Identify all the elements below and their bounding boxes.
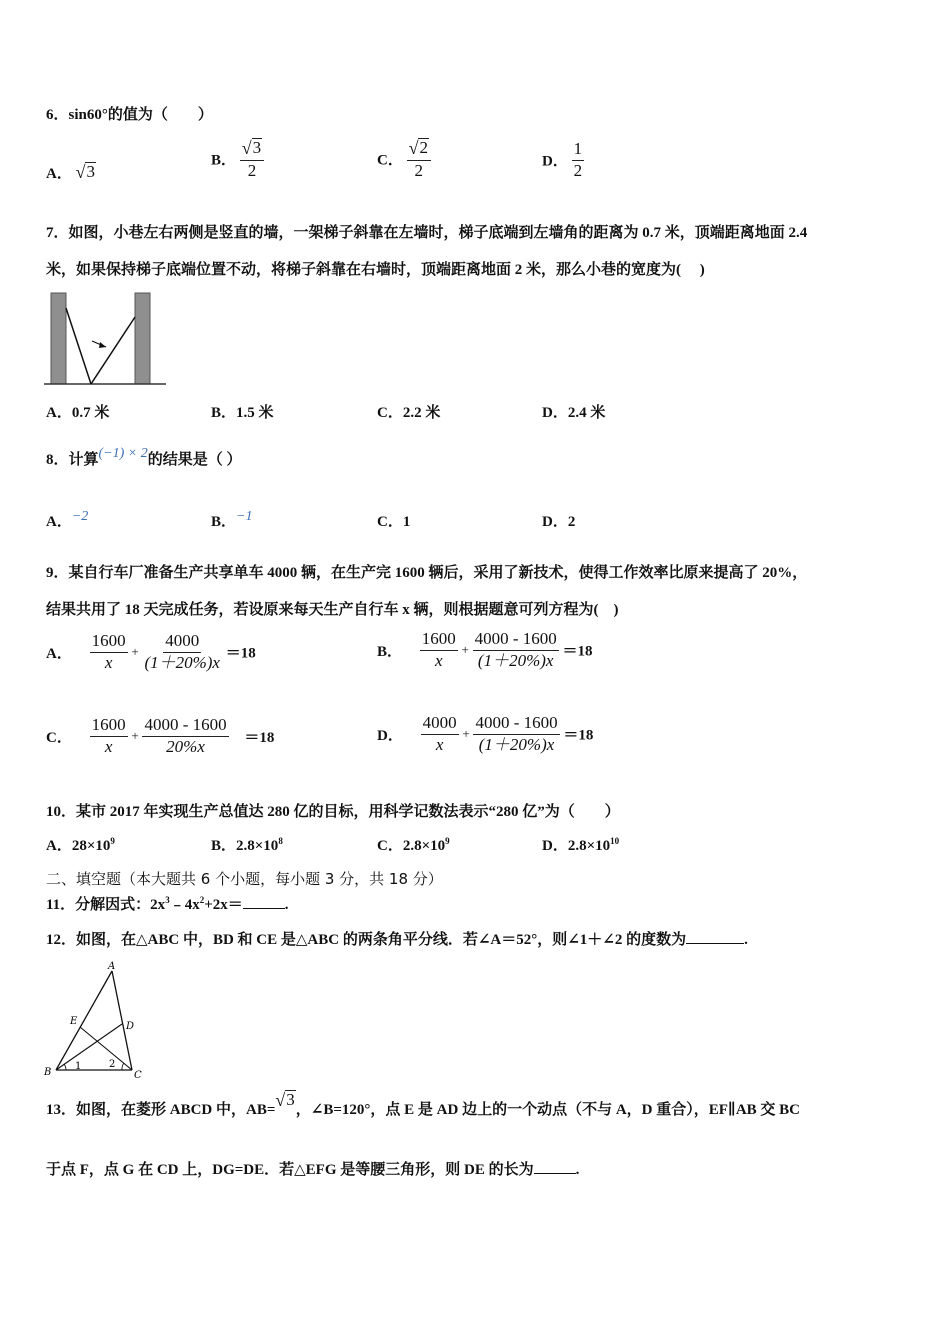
q11-text: . (284, 897, 289, 913)
exponent: 9 (110, 836, 115, 846)
numerator: 4000 - 1600 (473, 630, 559, 651)
vertex-label-a: A (108, 961, 116, 972)
sqrt-expression: √ 3 (275, 1090, 295, 1110)
q6-option-a (46, 162, 96, 183)
q9-option-d (377, 714, 593, 754)
q8-option-b (211, 510, 252, 531)
denominator: x (104, 736, 113, 756)
q6-c-denominator: 2 (414, 160, 424, 180)
q9-option-b (377, 630, 593, 670)
ladder-left-position (66, 308, 91, 384)
fraction (90, 632, 128, 672)
q9-stem-line2: 结果共用了 18 天完成任务，若设原来每天生产自行车 x 辆，则根据题意可列方程为( ) (46, 602, 619, 618)
q6-b-radicand: 3 (252, 138, 262, 157)
exponent: 10 (610, 836, 620, 846)
q9-stem-line1: 9．某自行车厂准备生产共享单车 4000 辆，在生产完 1600 辆后，采用了新技术，使得工作效率比原来提高了 20%， (46, 565, 808, 581)
q6-option-b (211, 138, 264, 180)
q13-stem-line2 (46, 1158, 579, 1179)
q8-option-a-value: −2 (71, 509, 89, 524)
fraction (90, 716, 128, 756)
numerator: 4000 - 1600 (142, 716, 228, 737)
q6-c-radicand: 2 (419, 138, 428, 157)
answer-blank (686, 943, 744, 944)
q7-stem-line1: 7．如图，小巷左右两侧是竖直的墙，一架梯子斜靠在左墙时，梯子底端到左墙角的距离为 0.7 米，顶端距离地面 2.4 (46, 225, 808, 241)
sqrt-expression: √ 3 (75, 162, 95, 182)
rhs: ＝18 (563, 727, 594, 744)
angle-label-2: 2 (109, 1059, 116, 1070)
denominator: x (434, 650, 443, 670)
rhs: ＝18 (244, 729, 275, 746)
q12-text: . (744, 932, 748, 948)
option-text: B．2.8×10 (211, 838, 279, 854)
q10-option-c (377, 834, 450, 855)
q11-stem (46, 893, 289, 914)
q8-stem-suffix: 的结果是（ ） (147, 452, 242, 468)
q6-option-c-label: C． (377, 152, 403, 169)
q8-stem (46, 448, 242, 469)
q6-option-d-label: D． (542, 153, 568, 170)
q9-option-d-label: D． (377, 727, 403, 744)
option-text: C．2.8×10 (377, 838, 446, 854)
q13-text: . (575, 1162, 580, 1178)
q6-a-radicand: 3 (86, 162, 95, 182)
denominator: (1＋20%)x (478, 734, 555, 754)
numerator: 1600 (420, 630, 458, 651)
angle-1-arc (64, 1064, 66, 1070)
fraction (420, 630, 458, 670)
angle-label-1: 1 (75, 1061, 82, 1072)
q7-stem-line2: 米，如果保持梯子底端位置不动，将梯子斜靠在右墙时，顶端距离地面 2 米，那么小巷的宽度为( ) (46, 262, 705, 278)
section-heading: 二、填空题（本大题共 6 个小题，每小题 3 分，共 18 分） (46, 870, 443, 888)
q11-text: +2x＝ (204, 897, 243, 913)
side-ab (56, 971, 112, 1070)
q8-option-b-label: B． (211, 514, 237, 530)
fraction (572, 140, 585, 180)
denominator: x (104, 652, 113, 672)
q8-option-d: D．2 (542, 514, 576, 530)
triangle-abc-figure (42, 958, 152, 1082)
rhs: ＝18 (225, 645, 256, 662)
denominator: (1＋20%)x (477, 650, 554, 670)
vertex-label-c: C (134, 1070, 142, 1081)
numerator: 4000 (421, 714, 459, 735)
left-wall (51, 293, 66, 384)
exponent: 9 (445, 836, 450, 846)
radicand: 3 (286, 1090, 295, 1110)
q9-option-a (46, 632, 256, 672)
q11-text: ﹣4x (169, 897, 200, 913)
q7-option-b: B．1.5 米 (211, 405, 274, 421)
numerator: 4000 - 1600 (473, 714, 559, 735)
answer-blank (534, 1173, 576, 1174)
q9-option-a-label: A． (46, 645, 72, 662)
q7-option-a: A．0.7 米 (46, 405, 110, 421)
q6-option-d (542, 140, 584, 180)
exponent: 2 (199, 895, 205, 905)
fraction: √ 3 2 (240, 138, 264, 180)
q13-text: 13．如图，在菱形 ABCD 中，AB= (46, 1102, 276, 1118)
rhs: ＝18 (562, 643, 593, 660)
denominator: x (435, 734, 444, 754)
plus-sign: + (461, 642, 469, 658)
q8-stem-prefix: 8．计算 (46, 452, 99, 468)
answer-blank (243, 908, 285, 909)
vertex-label-e: E (70, 1016, 78, 1027)
q11-text: 11．分解因式：2x (46, 897, 166, 913)
denominator: (1＋20%)x (144, 652, 220, 672)
arrow-head-icon (99, 342, 106, 348)
angle-2-arc (122, 1063, 124, 1070)
q9-option-c-label: C． (46, 729, 72, 746)
q6-b-denominator: 2 (247, 160, 257, 180)
fraction (473, 714, 559, 754)
vertex-label-b: B (44, 1067, 52, 1078)
q12-stem (46, 928, 748, 949)
numerator: 1600 (90, 632, 128, 653)
ladder-right-position (91, 317, 135, 384)
q8-option-a (46, 510, 88, 531)
q8-option-c: C．1 (377, 514, 411, 530)
plus-sign: + (131, 728, 139, 744)
q12-text: 12．如图，在△ABC 中，BD 和 CE 是△ABC 的两条角平分线．若∠A＝52°，则∠1＋∠2 的度数为 (46, 932, 687, 948)
q8-expression: (−1) × 2 (98, 446, 148, 461)
plus-sign: + (462, 726, 470, 742)
numerator: 4000 (163, 632, 201, 653)
fraction (142, 716, 228, 756)
fraction: √ 2 2 (407, 138, 431, 180)
alley-ladder-figure (44, 290, 168, 388)
q6-d-numerator: 1 (572, 140, 585, 161)
q9-option-b-label: B． (377, 643, 403, 660)
exponent: 3 (165, 895, 170, 905)
right-wall (135, 293, 150, 384)
q13-stem-line1 (46, 1090, 801, 1119)
q10-option-b (211, 834, 283, 855)
vertex-label-d: D (126, 1021, 135, 1032)
q9-option-c (46, 716, 274, 756)
plus-sign: + (131, 644, 139, 660)
option-text: A．28×10 (46, 838, 111, 854)
q6-option-c (377, 138, 431, 180)
q8-option-b-value: −1 (236, 509, 253, 524)
fraction (421, 714, 459, 754)
q6-option-b-label: B． (211, 152, 237, 169)
exponent: 8 (278, 836, 283, 846)
fraction (142, 632, 222, 672)
fraction (473, 630, 559, 670)
numerator: 1600 (90, 716, 128, 737)
q6-option-a-label: A． (46, 166, 72, 182)
q10-option-a (46, 834, 115, 855)
option-text: D．2.8×10 (542, 838, 611, 854)
q8-option-a-label: A． (46, 514, 72, 530)
q13-text: 于点 F，点 G 在 CD 上，DG=DE．若△EFG 是等腰三角形，则 DE 的长为 (46, 1162, 534, 1178)
q7-option-c: C．2.2 米 (377, 405, 441, 421)
q13-text: ，∠B=120°，点 E 是 AD 边上的一个动点（不与 A，D 重合），EF∥AB 交 BC (295, 1102, 801, 1118)
denominator: 20%x (166, 736, 205, 756)
q7-option-d: D．2.4 米 (542, 405, 606, 421)
q10-stem: 10．某市 2017 年实现生产总值达 280 亿的目标，用科学记数法表示“280 亿”为（ ） (46, 804, 620, 820)
q6-stem: 6．sin60°的值为（ ） (46, 107, 213, 123)
q10-option-d (542, 834, 619, 855)
q6-d-denominator: 2 (573, 160, 583, 180)
